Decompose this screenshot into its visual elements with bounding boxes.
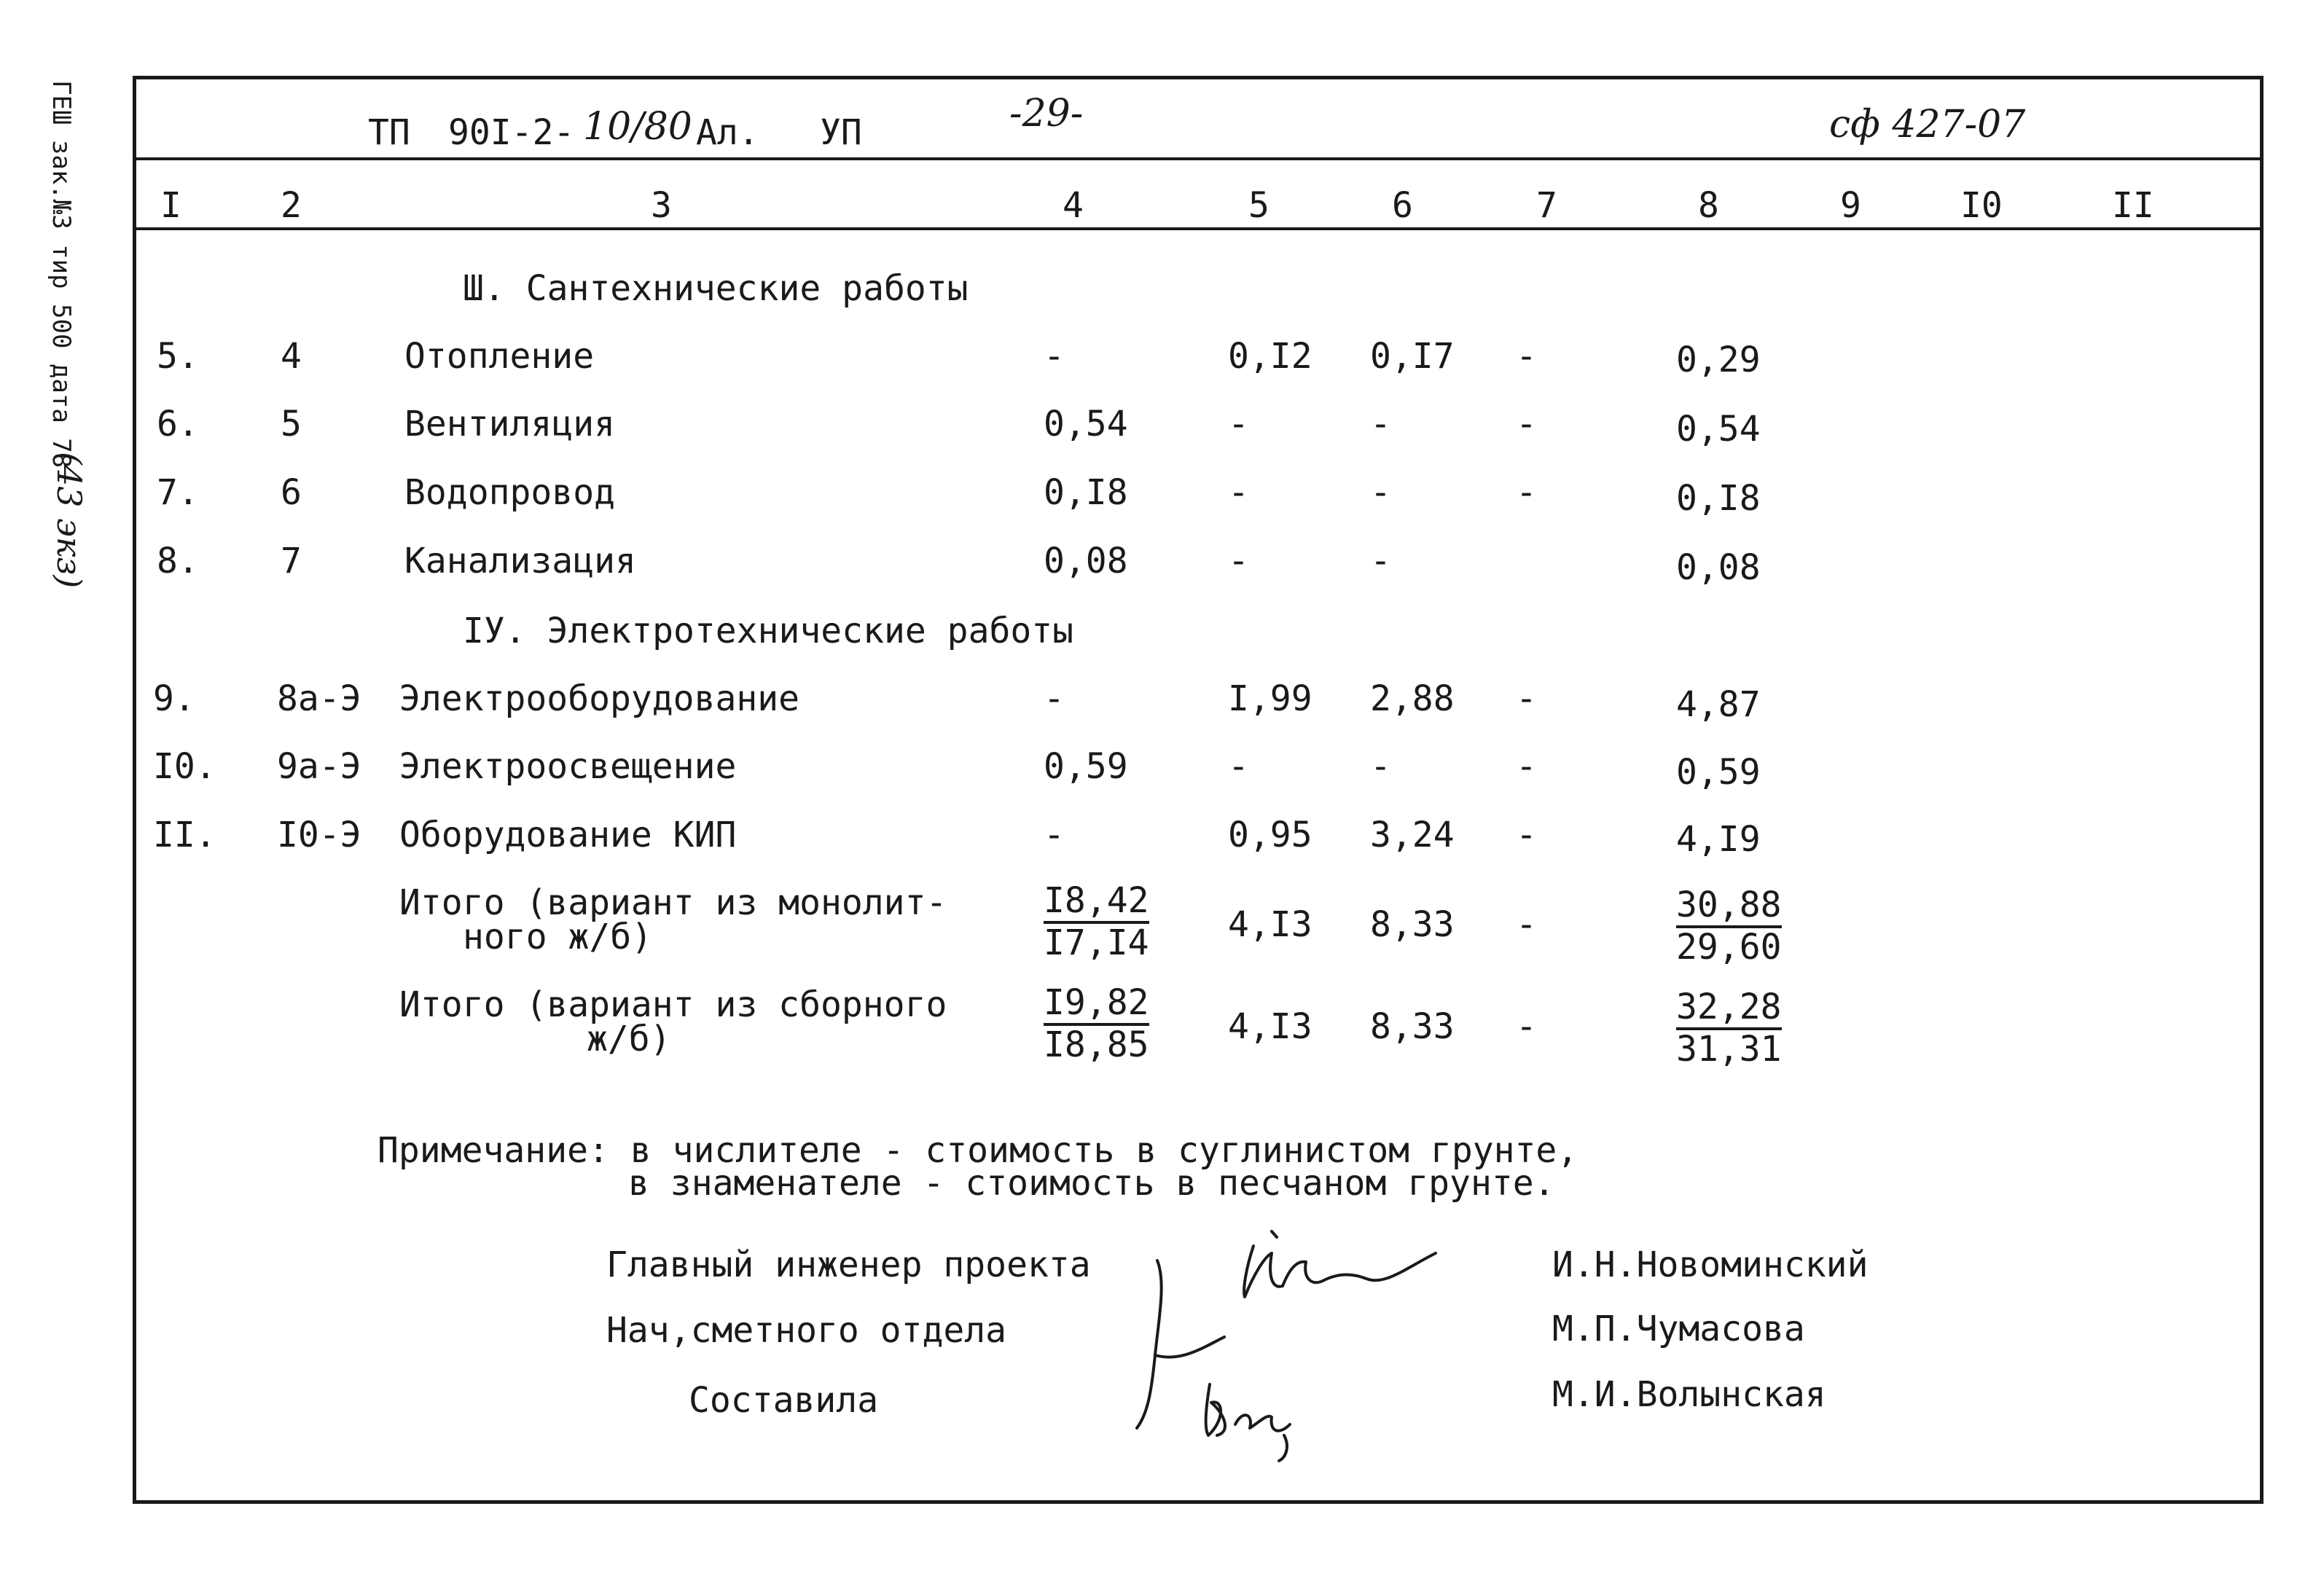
signature-name-compiler: М.И.Волынская xyxy=(1552,1374,1826,1415)
row-number: 8. xyxy=(157,541,199,581)
cell-col8: 0,54 xyxy=(1676,409,1761,450)
row-name: Вентиляция xyxy=(404,404,615,444)
total-col4-fraction xyxy=(1044,880,1149,963)
cell-col5: - xyxy=(1228,541,1249,581)
row-number: 7. xyxy=(157,472,199,513)
header-rule xyxy=(133,157,2264,160)
note-line2: в знаменателе - стоимость в песчаном грунте. xyxy=(628,1163,1555,1204)
row-number: I0. xyxy=(153,746,216,787)
cell-col7: - xyxy=(1516,336,1537,377)
cell-col7: - xyxy=(1516,678,1537,719)
section-title: IУ. Электротехнические работы xyxy=(463,611,1074,651)
col-num-8: 8 xyxy=(1698,185,1719,226)
row-name: Электрооборудование xyxy=(399,678,800,719)
row-ref: I0-Э xyxy=(277,815,361,855)
row-name: Канализация xyxy=(404,541,636,581)
row-number: 5. xyxy=(157,336,199,377)
col-num-5: 5 xyxy=(1248,185,1269,226)
numerator: I9,82 xyxy=(1044,985,1149,1026)
cell-col8: 0,08 xyxy=(1676,547,1761,588)
numerator: I8,42 xyxy=(1044,883,1149,924)
signature-role-compiler: Составила xyxy=(689,1380,879,1421)
col-num-3: 3 xyxy=(651,185,672,226)
handwritten-signatures xyxy=(1115,1217,1465,1464)
cell-col6: 3,24 xyxy=(1370,815,1455,855)
denominator: I7,I4 xyxy=(1044,922,1149,963)
cell-col6: - xyxy=(1370,746,1391,787)
denominator: 31,31 xyxy=(1676,1029,1782,1070)
signature-stroke xyxy=(1272,1231,1277,1237)
page-number: -29- xyxy=(1009,92,1084,136)
cell-col7: - xyxy=(1516,404,1537,444)
cell-col8: 4,87 xyxy=(1676,684,1761,725)
col-num-2: 2 xyxy=(281,185,302,226)
cell-col6: 2,88 xyxy=(1370,678,1455,719)
cell-col6: - xyxy=(1370,472,1391,513)
cell-col4: - xyxy=(1044,815,1065,855)
row-ref: 7 xyxy=(281,541,302,581)
row-ref: 6 xyxy=(281,472,302,513)
cell-col8: 0,I8 xyxy=(1676,478,1761,519)
cell-col8: 0,29 xyxy=(1676,340,1761,380)
signature-stroke xyxy=(1155,1337,1224,1357)
cell-col5: - xyxy=(1228,746,1249,787)
row-ref: 8а-Э xyxy=(277,678,361,719)
cell-col8: 0,59 xyxy=(1676,752,1761,793)
total-col6: 8,33 xyxy=(1370,1006,1455,1047)
archive-code: сф 427-07 xyxy=(1829,103,2026,146)
cell-col7: - xyxy=(1516,746,1537,787)
signature-stroke xyxy=(1137,1260,1162,1428)
numerator: 30,88 xyxy=(1676,887,1782,928)
note-line1: Примечание: в числителе - стоимость в суглинистом грунте, xyxy=(377,1130,1578,1171)
signature-name-estimate-head: М.П.Чумасова xyxy=(1552,1309,1805,1349)
album-label: Ал. xyxy=(696,112,759,153)
cell-col5: - xyxy=(1228,404,1249,444)
cell-col5: 0,I2 xyxy=(1228,336,1312,377)
cell-col5: I,99 xyxy=(1228,678,1312,719)
total-col7: - xyxy=(1516,904,1537,945)
cell-col6: - xyxy=(1370,541,1391,581)
cell-col4: 0,59 xyxy=(1044,746,1128,787)
col-num-10: I0 xyxy=(1960,185,2003,226)
total-col6: 8,33 xyxy=(1370,904,1455,945)
doc-number-hand: 10/80 xyxy=(583,105,692,149)
cell-col8: 4,I9 xyxy=(1676,819,1761,860)
row-number: 9. xyxy=(153,678,195,719)
signature-role-chief-engineer: Главный инженер проекта xyxy=(606,1244,1091,1285)
row-number: II. xyxy=(153,815,216,855)
cell-col4: 0,54 xyxy=(1044,404,1128,444)
cell-col5: 0,95 xyxy=(1228,815,1312,855)
total-label-line2: ж/б) xyxy=(587,1019,671,1059)
column-rule xyxy=(133,227,2264,230)
signature-stroke xyxy=(1279,1435,1287,1461)
denominator: I8,85 xyxy=(1044,1024,1149,1065)
total-col4-fraction xyxy=(1044,982,1149,1065)
row-number: 6. xyxy=(157,404,199,444)
row-name: Водопровод xyxy=(404,472,615,513)
row-name: Электроосвещение xyxy=(399,746,737,787)
signature-stroke xyxy=(1206,1384,1225,1435)
cell-col4: 0,08 xyxy=(1044,541,1128,581)
row-name: Оборудование КИП xyxy=(399,815,737,855)
total-col8-fraction xyxy=(1676,885,1782,968)
row-ref: 9а-Э xyxy=(277,746,361,787)
col-num-4: 4 xyxy=(1063,185,1084,226)
doc-number: 90I-2- xyxy=(448,112,575,153)
col-num-6: 6 xyxy=(1392,185,1413,226)
total-col7: - xyxy=(1516,1006,1537,1047)
total-label-line2: ного ж/б) xyxy=(463,917,653,957)
print-stamp: ГЕШ зак.№3 тир 500 дата 78 xyxy=(47,80,76,468)
signature-stroke xyxy=(1235,1415,1290,1430)
cell-col5: - xyxy=(1228,472,1249,513)
total-label-line1: Итого (вариант из монолит- xyxy=(399,882,947,923)
row-name: Отопление xyxy=(404,336,595,377)
signature-name-chief-engineer: И.Н.Новоминский xyxy=(1552,1244,1869,1285)
doc-code: ТП xyxy=(368,112,410,153)
cell-col6: 0,I7 xyxy=(1370,336,1455,377)
numerator: 32,28 xyxy=(1676,989,1782,1030)
cell-col4: - xyxy=(1044,678,1065,719)
row-ref: 4 xyxy=(281,336,302,377)
denominator: 29,60 xyxy=(1676,927,1782,968)
col-num-1: I xyxy=(160,185,181,226)
cell-col4: - xyxy=(1044,336,1065,377)
cell-col7: - xyxy=(1516,472,1537,513)
signature-role-estimate-head: Нач,сметного отдела xyxy=(606,1310,1007,1351)
total-label-line1: Итого (вариант из сборного xyxy=(399,984,947,1025)
total-col5: 4,I3 xyxy=(1228,904,1312,945)
total-col5: 4,I3 xyxy=(1228,1006,1312,1047)
cell-col6: - xyxy=(1370,404,1391,444)
total-col8-fraction xyxy=(1676,987,1782,1070)
col-num-7: 7 xyxy=(1536,185,1557,226)
section-title: Ш. Сантехнические работы xyxy=(463,268,969,309)
album-number: УП xyxy=(820,112,862,153)
signature-stroke xyxy=(1244,1246,1436,1297)
row-ref: 5 xyxy=(281,404,302,444)
cell-col7: - xyxy=(1516,815,1537,855)
cell-col4: 0,I8 xyxy=(1044,472,1128,513)
copies-note: (43 экз) xyxy=(50,452,89,589)
col-num-11: II xyxy=(2112,185,2154,226)
col-num-9: 9 xyxy=(1840,185,1861,226)
